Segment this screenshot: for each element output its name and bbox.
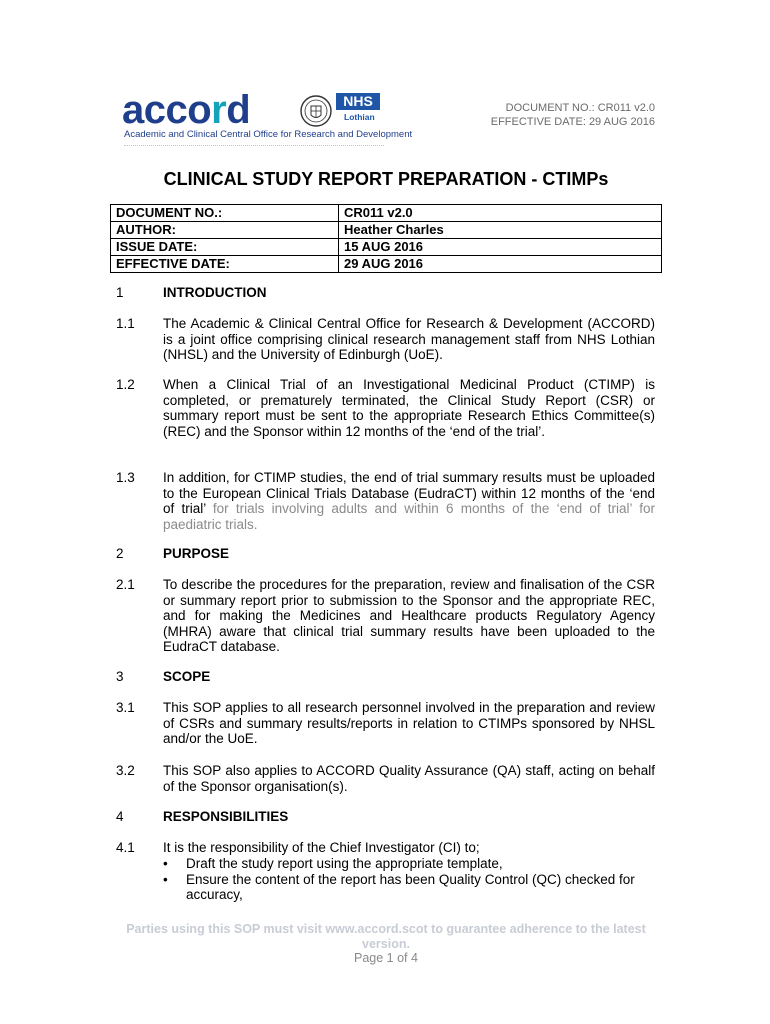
accord-logo: accord [122,88,251,132]
table-cell-value: Heather Charles [339,222,662,239]
table-cell-value: CR011 v2.0 [339,205,662,222]
paragraph-3-2: This SOP also applies to ACCORD Quality Assurance (QA) staff, acting on behalf of the Sponsor organisation(s). [163,763,655,794]
table-cell-value: 15 AUG 2016 [339,239,662,256]
paragraph-number: 1.3 [116,470,135,485]
accord-tagline: Academic and Clinical Central Office for Research and Development [124,129,413,140]
paragraph-1-1: The Academic & Clinical Central Office for Research & Development (ACCORD) is a joint office comprising clinical research management staff from NHS Lothian (NHSL) and the University of Edinburgh (UoE). [163,316,655,362]
responsibilities-list [163,856,655,903]
paragraph-2-1: To describe the procedures for the preparation, review and finalisation of the CSR or summary report prior to submission to the Sponsor and the appropriate REC, and for making the Medicines and Healthcare products Regulatory Agency (MHRA) aware that clinical trial summary results have been uploaded to the EudraCT database. [163,577,655,654]
nhs-logo: NHS [336,93,380,110]
document-info-table [110,204,662,273]
section-heading-scope: SCOPE [163,669,211,684]
table-cell-label: AUTHOR: [111,222,339,239]
paragraph-number: 3.1 [116,700,135,715]
university-crest-icon [300,93,332,129]
nhs-region-label: Lothian [344,112,375,122]
table-row [111,205,662,222]
section-number: 2 [116,546,124,561]
table-row [111,239,662,256]
section-number: 4 [116,809,124,824]
table-cell-value: 29 AUG 2016 [339,256,662,273]
table-row [111,222,662,239]
table-cell-label: DOCUMENT NO.: [111,205,339,222]
footer-notice: Parties using this SOP must visit www.accord.scot to guarantee adherence to the latest version. [126,922,646,951]
paragraph-1-3 [163,470,655,532]
paragraph-number: 3.2 [116,763,135,778]
header-effective-date: EFFECTIVE DATE: 29 AUG 2016 [490,116,655,128]
section-heading-responsibilities: RESPONSIBILITIES [163,809,289,824]
paragraph-number: 4.1 [116,840,135,855]
list-item: • Ensure the content of the report has been Quality Control (QC) checked for accuracy, [163,872,655,903]
paragraph-number: 1.1 [116,316,135,331]
paragraph-text-revised: for trials involving adults and within 6 months of the ‘end of trial’ for paediatric trials. [163,501,656,532]
section-number: 1 [116,285,124,300]
table-row [111,256,662,273]
section-number: 3 [116,669,124,684]
paragraph-4-1: It is the responsibility of the Chief Investigator (CI) to; [163,840,480,855]
paragraph-text: In addition, for CTIMP studies, the end of trial summary results must be uploaded to the European Clinical Trials Database (EudraCT) within 12 months of the ‘end of trial’ [163,470,655,516]
paragraph-number: 2.1 [116,577,135,592]
header-document-number: DOCUMENT NO.: CR011 v2.0 [505,102,655,114]
page-number: Page 1 of 4 [354,951,418,965]
section-heading-introduction: INTRODUCTION [163,285,267,300]
table-cell-label: EFFECTIVE DATE: [111,256,339,273]
document-title: CLINICAL STUDY REPORT PREPARATION - CTIMPs [163,169,609,189]
paragraph-3-1: This SOP applies to all research personnel involved in the preparation and review of CSRs and summary results/reports in relation to CTIMPs sponsored by NHSL and/or the UoE. [163,700,655,746]
paragraph-1-2: When a Clinical Trial of an Investigational Medicinal Product (CTIMP) is completed, or prematurely terminated, the Clinical Study Report (CSR) or summary report must be sent to the appropriate Research Ethics Committee(s) (REC) and the Sponsor within 12 months of the ‘end of the trial’. [163,377,655,439]
table-cell-label: ISSUE DATE: [111,239,339,256]
logo-divider [124,145,384,146]
list-item: • Draft the study report using the appropriate template, [163,856,655,872]
paragraph-number: 1.2 [116,377,135,392]
section-heading-purpose: PURPOSE [163,546,230,561]
